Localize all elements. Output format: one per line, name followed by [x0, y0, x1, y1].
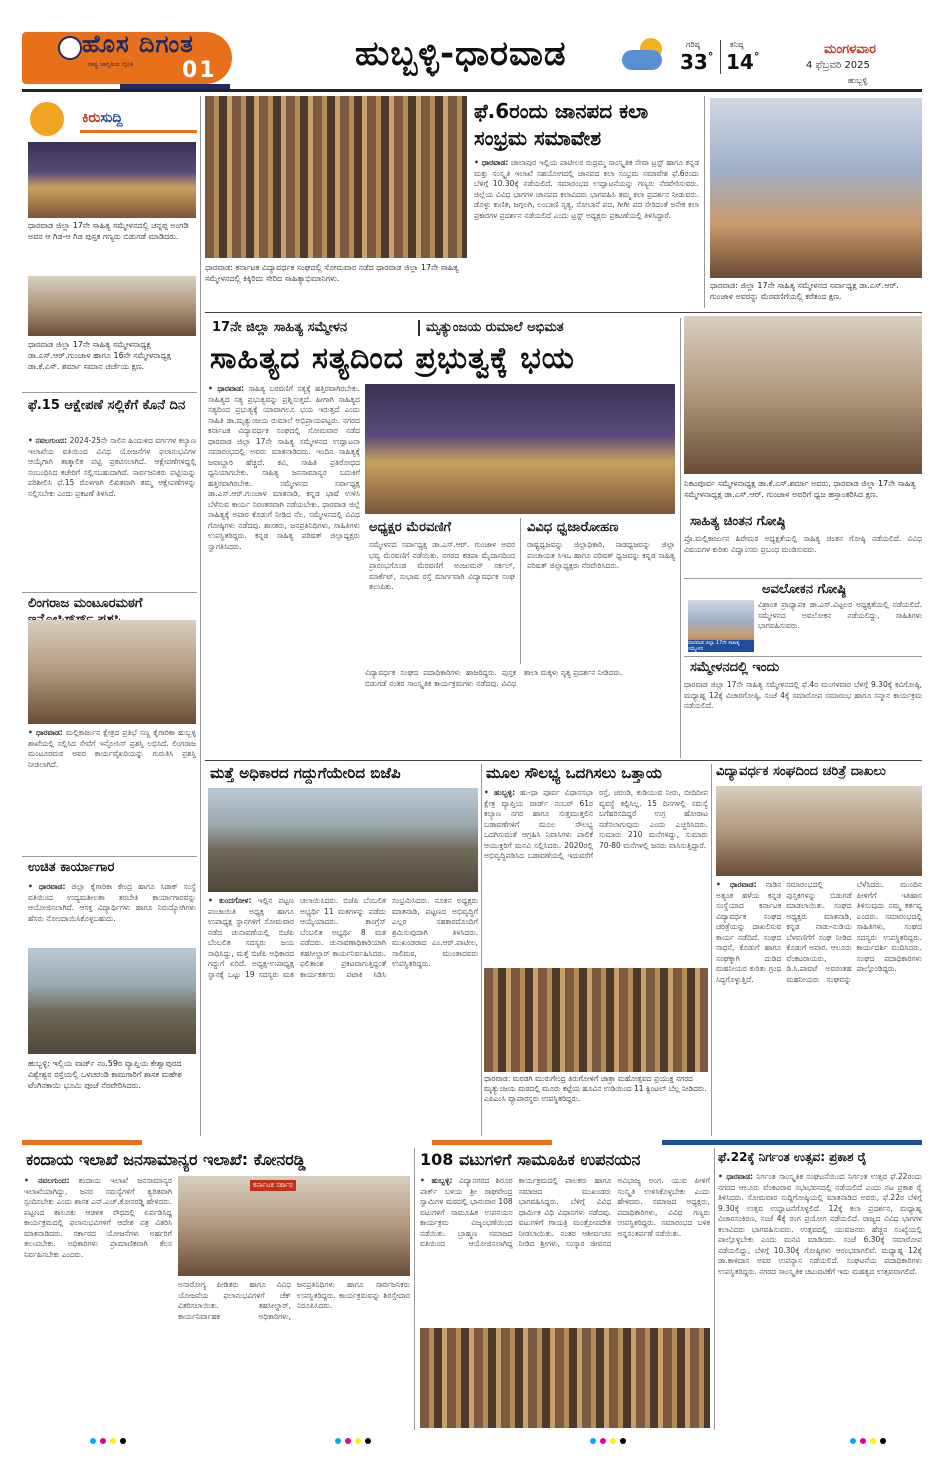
max-temp: 33°	[680, 50, 714, 74]
vidyavardhaka-body: • ಧಾರವಾಡ: ನಾಡಿನ ಅತ್ಯಂತ ಹಳೆಯ ಕನ್ನಡ ಸಂಸ್ಥೆಯಾದ ಕರ್ನಾಟಕ ವಿದ್ಯಾವರ್ಧಕ ಸಂಘದ ಚರಿತ್ರೆಯನ್ನು ದಾಖಲಿಸುವ ಕಾರ್ಯ ನಡೆದಿದೆ. ಸಂಘದ ಸಾಧನೆ, ಕೊಡುಗೆ ಹಾಗೂ ಸಂಘಕ್ಕಾಗಿ ದುಡಿದ ಮಹನೀಯರ ಕುರಿತು ಗ್ರಂಥ ಸಿದ್ಧಗೊಳ್ಳುತ್ತಿದೆ. ಸಮಾರಂಭದಲ್ಲಿ ಪುಸ್ತಕಗಳನ್ನು ಬಿಡುಗಡೆ ಮಾಡಲಾಯಿತು. ಸಂಘದ ಅಧ್ಯಕ್ಷರು ಮಾತನಾಡಿ, ಕನ್ನಡ ನಾಡು-ನುಡಿಯ ಬೆಳವಣಿಗೆಗೆ ಸಂಘ ನೀಡಿದ ಕೊಡುಗೆ ಅಪಾರ. ಆಲೂರು ವೆಂಕಟರಾಯರು, ಡಿ.ಸಿ.ಪಾವಟೆ ಅವರಂತಹ ಮಹನೀಯರು ಸಂಘವನ್ನು ಬೆಳೆಸಿದರು. ಮುಂದಿನ ಪೀಳಿಗೆಗೆ ಇತಿಹಾಸ ತಿಳಿಸುವುದು ನಮ್ಮ ಕರ್ತವ್ಯ ಎಂದರು. ಸಮಾರಂಭದಲ್ಲಿ ಸಾಹಿತಿಗಳು, ಸಂಘದ ಸದಸ್ಯರು ಉಪಸ್ಥಿತರಿದ್ದರು. ಕಾರ್ಯದರ್ಶಿ ವಂದಿಸಿದರು. ಸಂಘದ ಪದಾಧಿಕಾರಿಗಳು ಪಾಲ್ಗೊಂಡಿದ್ದರು.	[716, 880, 922, 984]
audience-photo	[205, 96, 467, 258]
kicker-left: 17ನೇ ಜಿಲ್ಲಾ ಸಾಹಿತ್ಯ ಸಮ್ಮೇಳನ	[212, 320, 348, 335]
goshti-body-2: ವಿಶ್ರಾಂತ ಪ್ರಾಧ್ಯಾಪಕ ಡಾ.ಎಸ್.ವಿಟ್ಟಲರ ಅಧ್ಯಕ್ಷತೆಯಲ್ಲಿ ನಡೆಯಲಿದೆ. ಸಮ್ಮೇಳನದ ಅವಲೋಕನ ನಡೆಯಲಿದ್ದು, ಸಾಹಿತಿಗಳು ಭಾಗವಹಿಸುವರು.	[758, 600, 922, 630]
kicker-right: ಮೃತ್ಯುಂಜಯ ರುಮಾಲೆ ಅಭಿಮತ	[426, 320, 564, 335]
procession-photo-caption: ಧಾರವಾಡ: ಜಿಲ್ಲಾ 17ನೇ ಸಾಹಿತ್ಯ ಸಮ್ಮೇಳನದ ಸರ್ವಾಧ್ಯಕ್ಷ ಡಾ.ಎಸ್.ಆರ್. ಗುಂಜಾಳ ಅವರನ್ನು ಮೆರವಣಿಗೆಯಲ್ಲಿ ಕರೆತಂದ ಕ್ಷಣ.	[710, 281, 899, 301]
edition-title: ಹುಬ್ಬಳ್ಳಿ-ಧಾರವಾಡ	[355, 34, 567, 74]
column-divider-left	[200, 96, 201, 1136]
city-label: ಹುಬ್ಬಳ್ಳಿ	[848, 76, 868, 85]
kirusuddi-photo-3	[28, 620, 196, 724]
flag-handover-photo	[684, 316, 922, 474]
goshti-headline-2: ಅವಲೋಕನ ಗೋಷ್ಠಿ	[762, 582, 846, 597]
masthead-rule	[22, 89, 922, 92]
kirusuddi-photo-1	[28, 142, 196, 218]
bjp-body: • ಕುಂದಗೋಳ: ಇಲ್ಲಿನ ಪಟ್ಟಣ ಪಂಚಾಯಿತಿ ಅಧ್ಯಕ್ಷ ಹಾಗೂ ಉಪಾಧ್ಯಕ್ಷ ಸ್ಥಾನಗಳಿಗೆ ಸೋಮವಾರ ನಡೆದ ಚುನಾವಣೆಯಲ್ಲಿ ಬಿಜೆಪಿ ಬೆಂಬಲಿತ ಸದಸ್ಯರು ಜಯ ಸಾಧಿಸಿದ್ದು, ಮತ್ತೆ ಬಿಜೆಪಿ ಅಧಿಕಾರದ ಗದ್ದುಗೆ ಏರಿದೆ. ಅಧ್ಯಕ್ಷ-ಉಪಾಧ್ಯಕ್ಷ ಸ್ಥಾನಕ್ಕೆ ಒಟ್ಟು 19 ಸದಸ್ಯರು ಮತ ಚಲಾಯಿಸಿದರು. ಬಿಜೆಪಿ ಬೆಂಬಲಿತ ಅಭ್ಯರ್ಥಿ 11 ಮತಗಳನ್ನು ಪಡೆದು ಆಯ್ಕೆಯಾದರು. ಕಾಂಗ್ರೆಸ್ ಬೆಂಬಲಿತ ಅಭ್ಯರ್ಥಿ 8 ಮತ ಪಡೆದರು. ಚುನಾವಣಾಧಿಕಾರಿಯಾಗಿ ತಹಸೀಲ್ದಾರ್ ಕಾರ್ಯನಿರ್ವಹಿಸಿದರು. ಫಲಿತಾಂಶ ಪ್ರಕಟವಾಗುತ್ತಿದ್ದಂತೆ ಕಾರ್ಯಕರ್ತರು ಪಟಾಕಿ ಸಿಡಿಸಿ ಸಂಭ್ರಮಿಸಿದರು. ನೂತನ ಅಧ್ಯಕ್ಷರು ಮಾತನಾಡಿ, ಪಟ್ಟಣದ ಅಭಿವೃದ್ಧಿಗೆ ಎಲ್ಲರ ಸಹಕಾರದೊಂದಿಗೆ ಶ್ರಮಿಸುವುದಾಗಿ ತಿಳಿಸಿದರು. ಮುಖಂಡರಾದ ಎಂ.ಆರ್.ಪಾಟೀಲ, ಸಾಲಿಮಠ, ಮುಂತಾದವರು ಉಪಸ್ಥಿತರಿದ್ದರು.	[208, 896, 478, 979]
flag-handover-caption: ನಿಕಟಪೂರ್ವ ಸಮ್ಮೇಳನಾಧ್ಯಕ್ಷ ಡಾ.ಕೆ.ಎಸ್.ಶರ್ಮಾ ಅವರು, ಧಾರವಾಡ ಜಿಲ್ಲಾ 17ನೇ ಸಾಹಿತ್ಯ ಸಮ್ಮೇಳನಾಧ್ಯಕ್ಷ ಡಾ.ಎಸ್.ಆರ್. ಗುಂಜಾಳ ಅವರಿಗೆ ಧ್ವಜ ಹಸ್ತಾಂತರಿಸಿದ ಕ್ಷಣ.	[684, 479, 916, 499]
registration-marks-right	[850, 1438, 886, 1444]
moola-photo	[484, 968, 708, 1072]
janapada-body: • ಧಾರವಾಡ: ಜಾಲಾಪುರ ಇಲ್ಲಿಯ ಪಾಟೀಲರ ರುದ್ರಮ್ಮ ಸಾಂಸ್ಕೃತಿಕ ಸೇವಾ ಟ್ರಸ್ಟ್ ಹಾಗೂ ಕನ್ನಡ ಮತ್ತು ಸಂಸ್ಕೃತಿ ಇಲಾಖೆ ಸಹಯೋಗದಲ್ಲಿ ಜಾನಪದ ಕಲಾ ಸಂಭ್ರಮ ಸಮಾವೇಶ ಫೆ.6ರಂದು ಬೆಳಿಗ್ಗೆ 10.30ಕ್ಕೆ ನಡೆಯಲಿದೆ. ಸಮಾರಂಭದ ಉದ್ಘಾಟನೆಯನ್ನು ಗಣ್ಯರು ನೆರವೇರಿಸುವರು. ಜಿಲ್ಲೆಯ ವಿವಿಧ ಭಾಗಗಳ ಜಾನಪದ ಕಲಾವಿದರು ಭಾಗವಹಿಸಿ ತಮ್ಮ ಕಲಾ ಪ್ರದರ್ಶನ ನೀಡುವರು. ಡೊಳ್ಳು ಕುಣಿತ, ಜಗ್ಗಲಗಿ, ಲಂಬಾಣಿ ನೃತ್ಯ, ಸೋಬಾನೆ ಪದ, ಗೀಗೀ ಪದ ಸೇರಿದಂತೆ ಅನೇಕ ಕಲಾ ಪ್ರಕಾರಗಳ ಪ್ರದರ್ಶನ ನಡೆಯಲಿದೆ ಎಂದು ಟ್ರಸ್ಟ್ ಅಧ್ಯಕ್ಷರು ಪ್ರಕಟಣೆಯಲ್ಲಿ ತಿಳಿಸಿದ್ದಾರೆ.	[474, 158, 699, 220]
goshti-headline-3: ಸಮ್ಮೇಳನದಲ್ಲಿ ಇಂದು	[690, 660, 780, 675]
section-color-strip	[22, 1140, 922, 1145]
min-temp-label: ಕನಿಷ್ಠ	[730, 40, 744, 49]
kirusuddi-caption-2: ಧಾರವಾಡ ಜಿಲ್ಲಾ 17ನೇ ಸಾಹಿತ್ಯ ಸಮ್ಮೇಳನಾಧ್ಯಕ್ಷ ಡಾ.ಎಸ್.ಆರ್.ಗುಂಜಾಳ ಹಾಗೂ 16ನೇ ಸಮ್ಮೇಳನಾಧ್ಯಕ್ಷ ಡಾ.ಕೆ.ಎಸ್. ಶರ್ಮಾ ಸಮಾನ ಚರ್ಚೆಯ ಕ್ಷಣ.	[28, 340, 172, 371]
upanayana-body: • ಹುಬ್ಬಳ್ಳಿ: ವಿದ್ಯಾನಗರದ ಶಿರೂರ ಪಾರ್ಕ್ ಬಳಿಯ ಶ್ರೀ ರಾಘವೇಂದ್ರ ಸ್ವಾಮಿಗಳ ಮಠದಲ್ಲಿ ಭಾನುವಾರ 108 ವಟುಗಳಿಗೆ ಸಾಮೂಹಿಕ ಉಪನಯನ ಕಾರ್ಯಕ್ರಮ ವಿಜೃಂಭಣೆಯಿಂದ ನಡೆಯಿತು. ಬ್ರಾಹ್ಮಣ ಸಮಾಜದ ವತಿಯಿಂದ ಆಯೋಜಿಸಲಾಗಿದ್ದ ಕಾರ್ಯಕ್ರಮದಲ್ಲಿ ಪಾಲಕರು ಹಾಗೂ ಸಮಾಜದ ಮುಖಂಡರು ಭಾಗವಹಿಸಿದ್ದರು. ಬೆಳಿಗ್ಗೆ ವಿವಿಧ ಧಾರ್ಮಿಕ ವಿಧಿ ವಿಧಾನಗಳು ನಡೆದವು. ವಟುಗಳಿಗೆ ಗಾಯತ್ರಿ ಮಂತ್ರೋಪದೇಶ ನೀಡಲಾಯಿತು. ನಂತರ ಆಶೀರ್ವಚನ ನೀಡಿದ ಶ್ರೀಗಳು, ಸಂಸ್ಕಾರ ಜೀವನದ ಅವಿಭಾಜ್ಯ ಅಂಗ. ಯುವ ಪೀಳಿಗೆ ಸಂಸ್ಕೃತಿ ಉಳಿಸಿಕೊಳ್ಳಬೇಕು ಎಂದು ಹೇಳಿದರು. ಸಮಾಜದ ಅಧ್ಯಕ್ಷರು, ಪದಾಧಿಕಾರಿಗಳು, ವಿವಿಧ ಗಣ್ಯರು ಉಪಸ್ಥಿತರಿದ್ದರು. ಸಮಾರಂಭದ ಬಳಿಕ ಅನ್ನಸಂತರ್ಪಣೆ ನಡೆಯಿತು.	[420, 1176, 710, 1248]
kirusuddi-header	[22, 96, 197, 136]
goshti-body-1: ಪ್ರೊ.ಮಲ್ಲಿಕಾರ್ಜುನ ಹಿರೇಮಠ ಅಧ್ಯಕ್ಷತೆಯಲ್ಲಿ ಸಾಹಿತ್ಯ ಚಿಂತನ ಗೋಷ್ಠಿ ನಡೆಯಲಿದೆ. ವಿವಿಧ ವಿಷಯಗಳ ಕುರಿತು ವಿದ್ವಾಂಸರು ಪ್ರಬಂಧ ಮಂಡಿಸುವರು.	[684, 534, 922, 554]
kirusuddi-photo-2	[28, 276, 196, 336]
upanayana-photo	[420, 1328, 710, 1428]
sammelana-body: • ಧಾರವಾಡ: ಸಾಹಿತ್ಯ ಬರವಣಿಗೆ ಸತ್ಯಕ್ಕೆ ಹತ್ತಿರವಾಗಿರಬೇಕು. ಸಾಹಿತ್ಯದ ಸತ್ಯ ಪ್ರಭುತ್ವವನ್ನು ಪ್ರಶ್ನಿಸುತ್ತದೆ. ಹೀಗಾಗಿ ಸಾಹಿತ್ಯದ ಸತ್ಯದಿಂದ ಪ್ರಭುತ್ವಕ್ಕೆ ಯಾವಾಗಲೂ ಭಯ ಇರುತ್ತದೆ ಎಂದು ಸಾಹಿತಿ ಡಾ.ಮೃತ್ಯುಂಜಯ ರುಮಾಲೆ ಅಭಿಪ್ರಾಯಪಟ್ಟರು. ನಗರದ ಕರ್ನಾಟಕ ವಿದ್ಯಾವರ್ಧಕ ಸಂಘದಲ್ಲಿ ಸೋಮವಾರ ನಡೆದ ಧಾರವಾಡ ಜಿಲ್ಲಾ 17ನೇ ಸಾಹಿತ್ಯ ಸಮ್ಮೇಳನದ ಉದ್ಘಾಟನಾ ಸಮಾರಂಭದಲ್ಲಿ ಅವರು ಮಾತನಾಡಿದರು. ಇಂದಿನ ಸಾಹಿತ್ಯಕ್ಕೆ ಜವಾಬ್ದಾರಿ ಹೆಚ್ಚಿದೆ. ಕವಿ, ಸಾಹಿತಿ ಪ್ರತಿರೋಧದ ಧ್ವನಿಯಾಗಬೇಕು. ಸಾಹಿತ್ಯ ಜನಸಾಮಾನ್ಯರ ಬದುಕಿಗೆ ಹತ್ತಿರವಾಗಿರಬೇಕು. ಸಮ್ಮೇಳನದ ಸರ್ವಾಧ್ಯಕ್ಷ ಡಾ.ಎಸ್.ಆರ್.ಗುಂಜಾಳ ಮಾತನಾಡಿ, ಕನ್ನಡ ಭಾಷೆ ಉಳಿಸಿ ಬೆಳೆಸುವ ಕಾರ್ಯ ನಿರಂತರವಾಗಿ ನಡೆಯಬೇಕು. ಧಾರವಾಡ ಜಿಲ್ಲೆ ಸಾಹಿತ್ಯಕ್ಕೆ ಅಪಾರ ಕೊಡುಗೆ ನೀಡಿದ ನೆಲ. ಸಮ್ಮೇಳನದಲ್ಲಿ ವಿವಿಧ ಗೋಷ್ಠಿಗಳು ನಡೆದವು. ಶಾಸಕರು, ಜನಪ್ರತಿನಿಧಿಗಳು, ಸಾಹಿತಿಗಳು ಉಪಸ್ಥಿತರಿದ್ದರು. ಕನ್ನಡ ಸಾಹಿತ್ಯ ಪರಿಷತ್ ಜಿಲ್ಲಾಧ್ಯಕ್ಷರು ಸ್ವಾಗತಿಸಿದರು.	[208, 384, 360, 551]
date-label: 4 ಫೆಬ್ರವರಿ 2025	[806, 60, 870, 71]
dhvaja-box	[520, 518, 676, 664]
audience-photo-caption: ಧಾರವಾಡ: ಕರ್ನಾಟಕ ವಿದ್ಯಾವರ್ಧಕ ಸಂಘದಲ್ಲಿ ಸೋಮವಾರ ನಡೆದ ಧಾರವಾಡ ಜಿಲ್ಲಾ 17ನೇ ಸಾಹಿತ್ಯ ಸಮ್ಮೇಳನದಲ್ಲಿ ಕಿಕ್ಕಿರಿದು ಸೇರಿದ ಸಾಹಿತ್ಯಾಭಿಮಾನಿಗಳು.	[205, 263, 459, 283]
page-number: 01	[182, 58, 217, 83]
max-temp-label: ಗರಿಷ್ಠ	[686, 40, 700, 49]
min-temp: 14°	[726, 50, 760, 74]
kirusuddi-photo-4	[28, 948, 196, 1054]
sammelana-headline: ಸಾಹಿತ್ಯದ ಸತ್ಯದಿಂದ ಪ್ರಭುತ್ವಕ್ಕೆ ಭಯ	[210, 341, 575, 376]
logo-text: ಹೊಸ ದಿಗಂತ	[82, 30, 194, 58]
janapada-headline: ಫೆ.6ರಂದು ಜಾನಪದ ಕಲಾ ಸಂಭ್ರಮ ಸಮಾವೇಶ	[474, 99, 649, 150]
kirusuddi-headline-1: ಫೆ.15 ಆಕ್ಷೇಪಣೆ ಸಲ್ಲಿಕೆಗೆ ಕೊನೆ ದಿನ	[28, 398, 186, 413]
hand-pointer-icon	[30, 102, 64, 136]
goshti-body-3: ಧಾರವಾಡ ಜಿಲ್ಲಾ 17ನೇ ಸಾಹಿತ್ಯ ಸಮ್ಮೇಳನದಲ್ಲಿ ಫೆ.4ರ ಮಂಗಳವಾರ ಬೆಳಿಗ್ಗೆ 9.30ಕ್ಕೆ ಕವಿಗೋಷ್ಠಿ, ಮಧ್ಯಾಹ್ನ 12ಕ್ಕೆ ವಿಚಾರಗೋಷ್ಠಿ, ಸಂಜೆ 4ಕ್ಕೆ ಸಮಾರೋಪ ಸಮಾರಂಭ ಹಾಗೂ ಸನ್ಮಾನ ಕಾರ್ಯಕ್ರಮ ನಡೆಯಲಿದೆ.	[684, 680, 922, 710]
kirusuddi-body-1: • ನವಲಗುಂದ: 2024-25ನೇ ಸಾಲಿನ ಹಿಂದುಳಿದ ವರ್ಗಗಳ ಕಲ್ಯಾಣ ಇಲಾಖೆಯ ವತಿಯಿಂದ ವಿವಿಧ ಯೋಜನೆಗಳ ಫಲಾನುಭವಿಗಳ ಆಯ್ಕೆಗಾಗಿ ತಾತ್ಕಾಲಿಕ ಪಟ್ಟಿ ಪ್ರಕಟಿಸಲಾಗಿದೆ. ಆಕ್ಷೇಪಣೆಗಳಿದ್ದಲ್ಲಿ ಸಂಬಂಧಿಸಿದ ಕಚೇರಿಗೆ ಸಲ್ಲಿಸಬಹುದಾಗಿದೆ. ಸಾರ್ವಜನಿಕರು ಪಟ್ಟಿಯನ್ನು ಪರಿಶೀಲಿಸಿ ಫೆ.15 ರೊಳಗಾಗಿ ಲಿಖಿತವಾಗಿ ತಮ್ಮ ಆಕ್ಷೇಪಣೆಗಳನ್ನು ಸಲ್ಲಿಸಬೇಕು ಎಂದು ಪ್ರಕಟಣೆ ತಿಳಿಸಿದೆ.	[28, 436, 196, 498]
moola-photo-caption: ಧಾರವಾಡ: ಮರಡಗಿ ಮುರುಗೇಂದ್ರ ತಿರುಗೋಳಿಗೆ ಜಾತ್ರಾ ಮಹೋತ್ಸವದ ಪ್ರಯುಕ್ತ ನಗರದ ಮೃತ್ಯುಂಜಯ ಮಠದಲ್ಲಿ ಮೂರು ಕಟ್ಟೆಯ ಹೂವಿನ ಉಡಿಯಿಂದ 11 ಕ್ವಿಂಟಲ್ ಬೆಲ್ಲ ನೀಡಿದರು. ಎಪಿಎಂಸಿ ವ್ಯಾಪಾರಸ್ಥರು ಉಪಸ್ಥಿತರಿದ್ದರು.	[484, 1074, 707, 1103]
weather-icon	[622, 38, 668, 72]
kirusuddi-caption-1: ಧಾರವಾಡ ಜಿಲ್ಲಾ 17ನೇ ಸಾಹಿತ್ಯ ಸಮ್ಮೇಳನದಲ್ಲಿ ಚನ್ನಪ್ಪ ಅಂಗಡಿ ಅವರ ಆ ಗಿಡ-ಆ ಗಿಡ ಪುಸ್ತಕ ಗಣ್ಯರು ಬಿಡುಗಡೆ ಮಾಡಿದರು.	[28, 221, 189, 241]
kirusuddi-label-b: ಸುದ್ದಿ	[100, 110, 123, 126]
temp-divider	[720, 40, 721, 74]
upanayana-headline: 108 ವಟುಗಳಿಗೆ ಸಾಮೂಹಿಕ ಉಪನಯನ	[420, 1150, 641, 1169]
registration-marks-left	[90, 1438, 126, 1444]
vidyavardhaka-photo	[716, 786, 922, 876]
kandaya-body-2: ಅನಾರೋಗ್ಯ ಪೀಡಿತರು ಹಾಗೂ ವಿವಿಧ ಯೋಜನೆಯ ಫಲಾನುಭವಿಗಳಿಗೆ ಚೆಕ್ ವಿತರಿಸಲಾಯಿತು. ತಹಸೀಲ್ದಾರ್, ಕಾರ್ಯನಿರ್ವಾಹಕ ಅಧಿಕಾರಿಗಳು, ಜನಪ್ರತಿನಿಧಿಗಳು ಹಾಗೂ ಸಾರ್ವಜನಿಕರು ಉಪಸ್ಥಿತರಿದ್ದರು. ಕಾರ್ಯಕ್ರಮವನ್ನು ಶಿರಸ್ತೇದಾರ ನಿರೂಪಿಸಿದರು.	[178, 1280, 410, 1321]
dhvaja-body: ರಾಷ್ಟ್ರಧ್ವಜವನ್ನು ಜಿಲ್ಲಾಧಿಕಾರಿ, ನಾಡಧ್ವಜವನ್ನು ಜಿಲ್ಲಾ ಪಂಚಾಯತ ಸಿಇಒ ಹಾಗೂ ಪರಿಷತ್ ಧ್ವಜವನ್ನು ಕನ್ನಡ ಸಾಹಿತ್ಯ ಪರಿಷತ್ ಜಿಲ್ಲಾಧ್ಯಕ್ಷರು ನೆರವೇರಿಸಿದರು.	[527, 540, 675, 570]
meravanige-body: ಸಮ್ಮೇಳನದ ಸರ್ವಾಧ್ಯಕ್ಷ ಡಾ.ಎಸ್.ಆರ್. ಗುಂಜಾಳ ಅವರ ಭವ್ಯ ಮೆರವಣಿಗೆ ನಡೆಯಿತು. ನಗರದ ಕಡಪಾ ಮೈದಾನದಿಂದ ಪ್ರಾರಂಭಗೊಂಡ ಮೆರವಣಿಗೆ ಅಂಜುಮನ್ ಸರ್ಕಲ್, ಮಾರ್ಕೆಟ್, ಸುಭಾಷ ರಸ್ತೆ ಮಾರ್ಗವಾಗಿ ವಿದ್ಯಾವರ್ಧಕ ಸಂಘ ತಲುಪಿತು.	[369, 540, 515, 591]
procession-photo	[710, 98, 922, 278]
sammelana-kicker	[208, 318, 673, 340]
kandaya-photo	[178, 1176, 410, 1276]
vidyavardhaka-headline: ವಿದ್ಯಾವರ್ಧಕ ಸಂಘದಿಂದ ಚರಿತ್ರೆ ದಾಖಲು	[716, 764, 886, 779]
registration-marks-mid	[590, 1438, 626, 1444]
kirusuddi-body-2: • ಧಾರವಾಡ: ಮಲ್ಲಿಕಾರ್ಜುನ ಕ್ಷೇತ್ರದ ಪ್ರತಿಭೆ ಸಣ್ಣ ಕೈಗಾರಿಕಾ ಹುಬ್ಬಳ್ಳಿ ಶಾಖೆಯಲ್ಲಿ ಸಲ್ಲಿಸಿದ ಸೇವೆಗೆ ಇನ್ಫೋಸಿಸ್ ಪ್ರಶಸ್ತಿ ಲಭಿಸಿದೆ. ಲಿಂಗರಾಜ ಮಂಟೂರಮಠ ಅವರ ಕಾರ್ಯವೈಖರಿಯನ್ನು ಗುರುತಿಸಿ ಪ್ರಶಸ್ತಿ ನೀಡಲಾಗಿದೆ.	[28, 728, 196, 769]
kandaya-banner: ಕರ್ನಾಟಕ ಸರ್ಕಾರ	[250, 1180, 296, 1191]
sammelana-stage-photo	[365, 384, 675, 514]
bjp-photo	[208, 788, 478, 892]
logo-tagline: ರಾಷ್ಟ್ರ ಜಾಗೃತಿಯ ದೈನಿಕ	[88, 61, 134, 68]
day-label: ಮಂಗಳವಾರ	[824, 42, 877, 57]
kirusuddi-headline-3: ಉಚಿತ ಕಾರ್ಯಾಗಾರ	[28, 860, 115, 875]
kirusuddi-headline-2: ಲಿಂಗರಾಜ ಮಂಟೂರಮಠಗೆ	[28, 596, 143, 611]
moola-body: • ಹುಬ್ಬಳ್ಳಿ: ಹು-ಧಾ ಪೂರ್ವ ವಿಧಾನಸಭಾ ಕ್ಷೇತ್ರ ವ್ಯಾಪ್ತಿಯ ವಾರ್ಡ್ ನಂಬರ್ 61ರ ಕಲ್ಯಾಣ ನಗರ ಹಾಗೂ ಸುತ್ತಮುತ್ತಲಿನ ಬಡಾವಣೆಗಳಿಗೆ ಮೂಲ ಸೌಲಭ್ಯ ಒದಗಿಸುವಂತೆ ಆಗ್ರಹಿಸಿ ನಿವಾಸಿಗಳು ಪಾಲಿಕೆ ಆಯುಕ್ತರಿಗೆ ಮನವಿ ಸಲ್ಲಿಸಿದರು. 2020ರಲ್ಲಿ ಅಭಿವೃದ್ಧಿಪಡಿಸಿದ ಬಡಾವಣೆಯಲ್ಲಿ ಇದುವರೆಗೆ ರಸ್ತೆ, ಚರಂಡಿ, ಕುಡಿಯುವ ನೀರು, ಬೀದಿದೀಪ ವ್ಯವಸ್ಥೆ ಕಲ್ಪಿಸಿಲ್ಲ. 15 ದಿನಗಳಲ್ಲಿ ಸಮಸ್ಯೆ ಬಗೆಹರಿಸದಿದ್ದರೆ ಉಗ್ರ ಹೋರಾಟ ನಡೆಸಲಾಗುವುದು ಎಂದು ಎಚ್ಚರಿಸಿದರು. ಸುಮಾರು 210 ಮನೆಗಳಿದ್ದು, ಸುಮಾರು 70-80 ಮನೆಗಳಲ್ಲಿ ಜನರು ವಾಸಿಸುತ್ತಿದ್ದಾರೆ.	[484, 788, 708, 860]
utsava-body: • ಧಾರವಾಡ: ನಿರ್ಗಂತ ಸಾಂಸ್ಕೃತಿಕ ಸಂಘಟನೆಯಿಂದ ನಿರ್ಗಂತ ಉತ್ಸವ ಫೆ.22ರಂದು ನಗರದ ಆಲೂರು ವೆಂಕಟರಾವ ಸಭಾಭವನದಲ್ಲಿ ನಡೆಯಲಿದೆ ಎಂದು ನಟ ಪ್ರಕಾಶ ರೈ ತಿಳಿಸಿದರು. ಸೋಮವಾರ ಸುದ್ದಿಗೋಷ್ಠಿಯಲ್ಲಿ ಮಾತನಾಡಿದ ಅವರು, ಫೆ.22ರ ಬೆಳಿಗ್ಗೆ 9.30ಕ್ಕೆ ಉತ್ಸವ ಉದ್ಘಾಟನೆಗೊಳ್ಳಲಿದೆ. 12ಕ್ಕೆ ಕಲಾ ಪ್ರದರ್ಶನ, ಮಧ್ಯಾಹ್ನ ವಿಚಾರಸಂಕಿರಣ, ಸಂಜೆ 4ಕ್ಕೆ ರಂಗ ಪ್ರಯೋಗ ನಡೆಯಲಿದೆ. ರಾಜ್ಯದ ವಿವಿಧ ಭಾಗಗಳ ಕಲಾವಿದರು ಭಾಗವಹಿಸುವರು. ಉತ್ಸವದಲ್ಲಿ ಯುವಜನರು ಹೆಚ್ಚಿನ ಸಂಖ್ಯೆಯಲ್ಲಿ ಪಾಲ್ಗೊಳ್ಳಬೇಕು ಎಂದು ಮನವಿ ಮಾಡಿದರು. ಸಂಜೆ 6.30ಕ್ಕೆ ಸಮಾರೋಪ ನಡೆಯಲಿದ್ದು, ಬೆಳಿಗ್ಗೆ 10.30ಕ್ಕೆ ಗೋಷ್ಠಿಗಳು ಆರಂಭವಾಗಲಿವೆ. ಮಧ್ಯಾಹ್ನ 12ಕ್ಕೆ ಡಾ.ಕಾಳಿದಾಸ ಅವರ ಉಪನ್ಯಾಸ ನಡೆಯಲಿದೆ. ಸಂಘಟನೆಯ ಪದಾಧಿಕಾರಿಗಳು ಉಪಸ್ಥಿತರಿದ್ದರು. ನಗರದ ಸಾಂಸ್ಕೃತಿಕ ಚಟುವಟಿಕೆಗೆ ಇದು ಮಹತ್ವದ ಉತ್ಸವವಾಗಲಿದೆ.	[718, 1172, 922, 1276]
bjp-headline: ಮತ್ತೆ ಅಧಿಕಾರದ ಗದ್ದುಗೆಯೇರಿದ ಬಿಜೆಪಿ	[210, 764, 401, 782]
utsava-headline: ಫೆ.22ಕ್ಕೆ ನಿರ್ಗಂತ ಉತ್ಸವ: ಪ್ರಕಾಶ ರೈ	[718, 1150, 867, 1164]
moola-headline: ಮೂಲ ಸೌಲಭ್ಯ ಒದಗಿಸಲು ಒತ್ತಾಯ	[486, 764, 662, 782]
sammelana-body-2: ವಿದ್ಯಾವರ್ಧಕ ಸಂಘದ ಪದಾಧಿಕಾರಿಗಳು ಹಾಜರಿದ್ದರು. ಪುಸ್ತಕ ಬಿಡುಗಡೆ ನಂತರ ಸಾಂಸ್ಕೃತಿಕ ಕಾರ್ಯಕ್ರಮಗಳು ನಡೆದವು. ವಿವಿಧ ಶಾಲಾ ಮಕ್ಕಳು ನೃತ್ಯ ಪ್ರದರ್ಶನ ನೀಡಿದರು.	[365, 668, 623, 688]
kandaya-body: • ನವಲಗುಂದ: ಕಂದಾಯ ಇಲಾಖೆ ಜನಸಾಮಾನ್ಯರ ಇಲಾಖೆಯಾಗಿದ್ದು, ಜನರ ಸಮಸ್ಯೆಗಳಿಗೆ ತ್ವರಿತವಾಗಿ ಸ್ಪಂದಿಸಬೇಕು ಎಂದು ಶಾಸಕ ಎನ್.ಎಚ್.ಕೋನರಡ್ಡಿ ಹೇಳಿದರು. ಪಟ್ಟಣದ ತಾಲೂಕು ಆಡಳಿತ ಸೌಧದಲ್ಲಿ ಏರ್ಪಡಿಸಿದ್ದ ಕಾರ್ಯಕ್ರಮದಲ್ಲಿ ಫಲಾನುಭವಿಗಳಿಗೆ ಆದೇಶ ಪತ್ರ ವಿತರಿಸಿ ಮಾತನಾಡಿದರು. ಸರ್ಕಾರದ ಯೋಜನೆಗಳು ಅರ್ಹರಿಗೆ ತಲುಪಬೇಕು. ಅಧಿಕಾರಿಗಳು ಪ್ರಾಮಾಣಿಕವಾಗಿ ಕೆಲಸ ನಿರ್ವಹಿಸಬೇಕು ಎಂದರು.	[24, 1176, 172, 1259]
logo-emblem-icon	[58, 36, 82, 60]
meravanige-headline: ಅಧ್ಯಕ್ಷರ ಮೆರವಣಿಗೆ	[369, 520, 452, 535]
kandaya-headline: ಕಂದಾಯ ಇಲಾಖೆ ಜನಸಾಮಾನ್ಯರ ಇಲಾಖೆ: ಕೋನರಡ್ಡಿ	[26, 1150, 306, 1169]
kirusuddi-label-a: ಕಿರು	[82, 110, 101, 126]
goshti-headline-1: ಸಾಹಿತ್ಯ ಚಿಂತನ ಗೋಷ್ಠಿ	[690, 514, 786, 529]
meravanige-box	[365, 518, 517, 664]
sammelana-banner-label: ಧಾರವಾಡ ಜಿಲ್ಲಾ 17ನೇ ಸಾಹಿತ್ಯ ಸಮ್ಮೇಳನ	[688, 640, 754, 652]
registration-marks-center	[335, 1438, 371, 1444]
masthead	[0, 0, 945, 92]
kirusuddi-caption-3: ಹುಬ್ಬಳ್ಳಿ: ಇಲ್ಲಿಯ ವಾರ್ಡ್ ನಂ.59ರ ವ್ಯಾಪ್ತಿಯ ಕೇಶ್ವಾಪುರದ ವಿಶ್ವೇಶ್ವರ ರಸ್ತೆಯಲ್ಲಿ ಒಳಚರಂಡಿ ಕಾಮಗಾರಿಗೆ ಶಾಸಕ ಮಹೇಶ ಟೆಂಗಿನಕಾಯಿ ಭೂಮಿ ಪೂಜೆ ನೆರವೇರಿಸಿದರು.	[28, 1059, 182, 1090]
dhvaja-headline: ವಿವಿಧ ಧ್ವಜಾರೋಹಣ	[527, 520, 619, 535]
kirusuddi-body-3: • ಧಾರವಾಡ: ಜಿಲ್ಲಾ ಕೈಗಾರಿಕಾ ಕೇಂದ್ರ ಹಾಗೂ ಸಿಡಾಕ್ ಸಂಸ್ಥೆ ವತಿಯಿಂದ ಉದ್ಯಮಶೀಲತಾ ತರಬೇತಿ ಕಾರ್ಯಾಗಾರವನ್ನು ಆಯೋಜಿಸಲಾಗಿದೆ. ಆಸಕ್ತ ವಿದ್ಯಾರ್ಥಿಗಳು ಹಾಗೂ ನಿರುದ್ಯೋಗಿಗಳು ಹೆಸರು ನೋಂದಾಯಿಸಿಕೊಳ್ಳಬಹುದು.	[28, 882, 196, 923]
